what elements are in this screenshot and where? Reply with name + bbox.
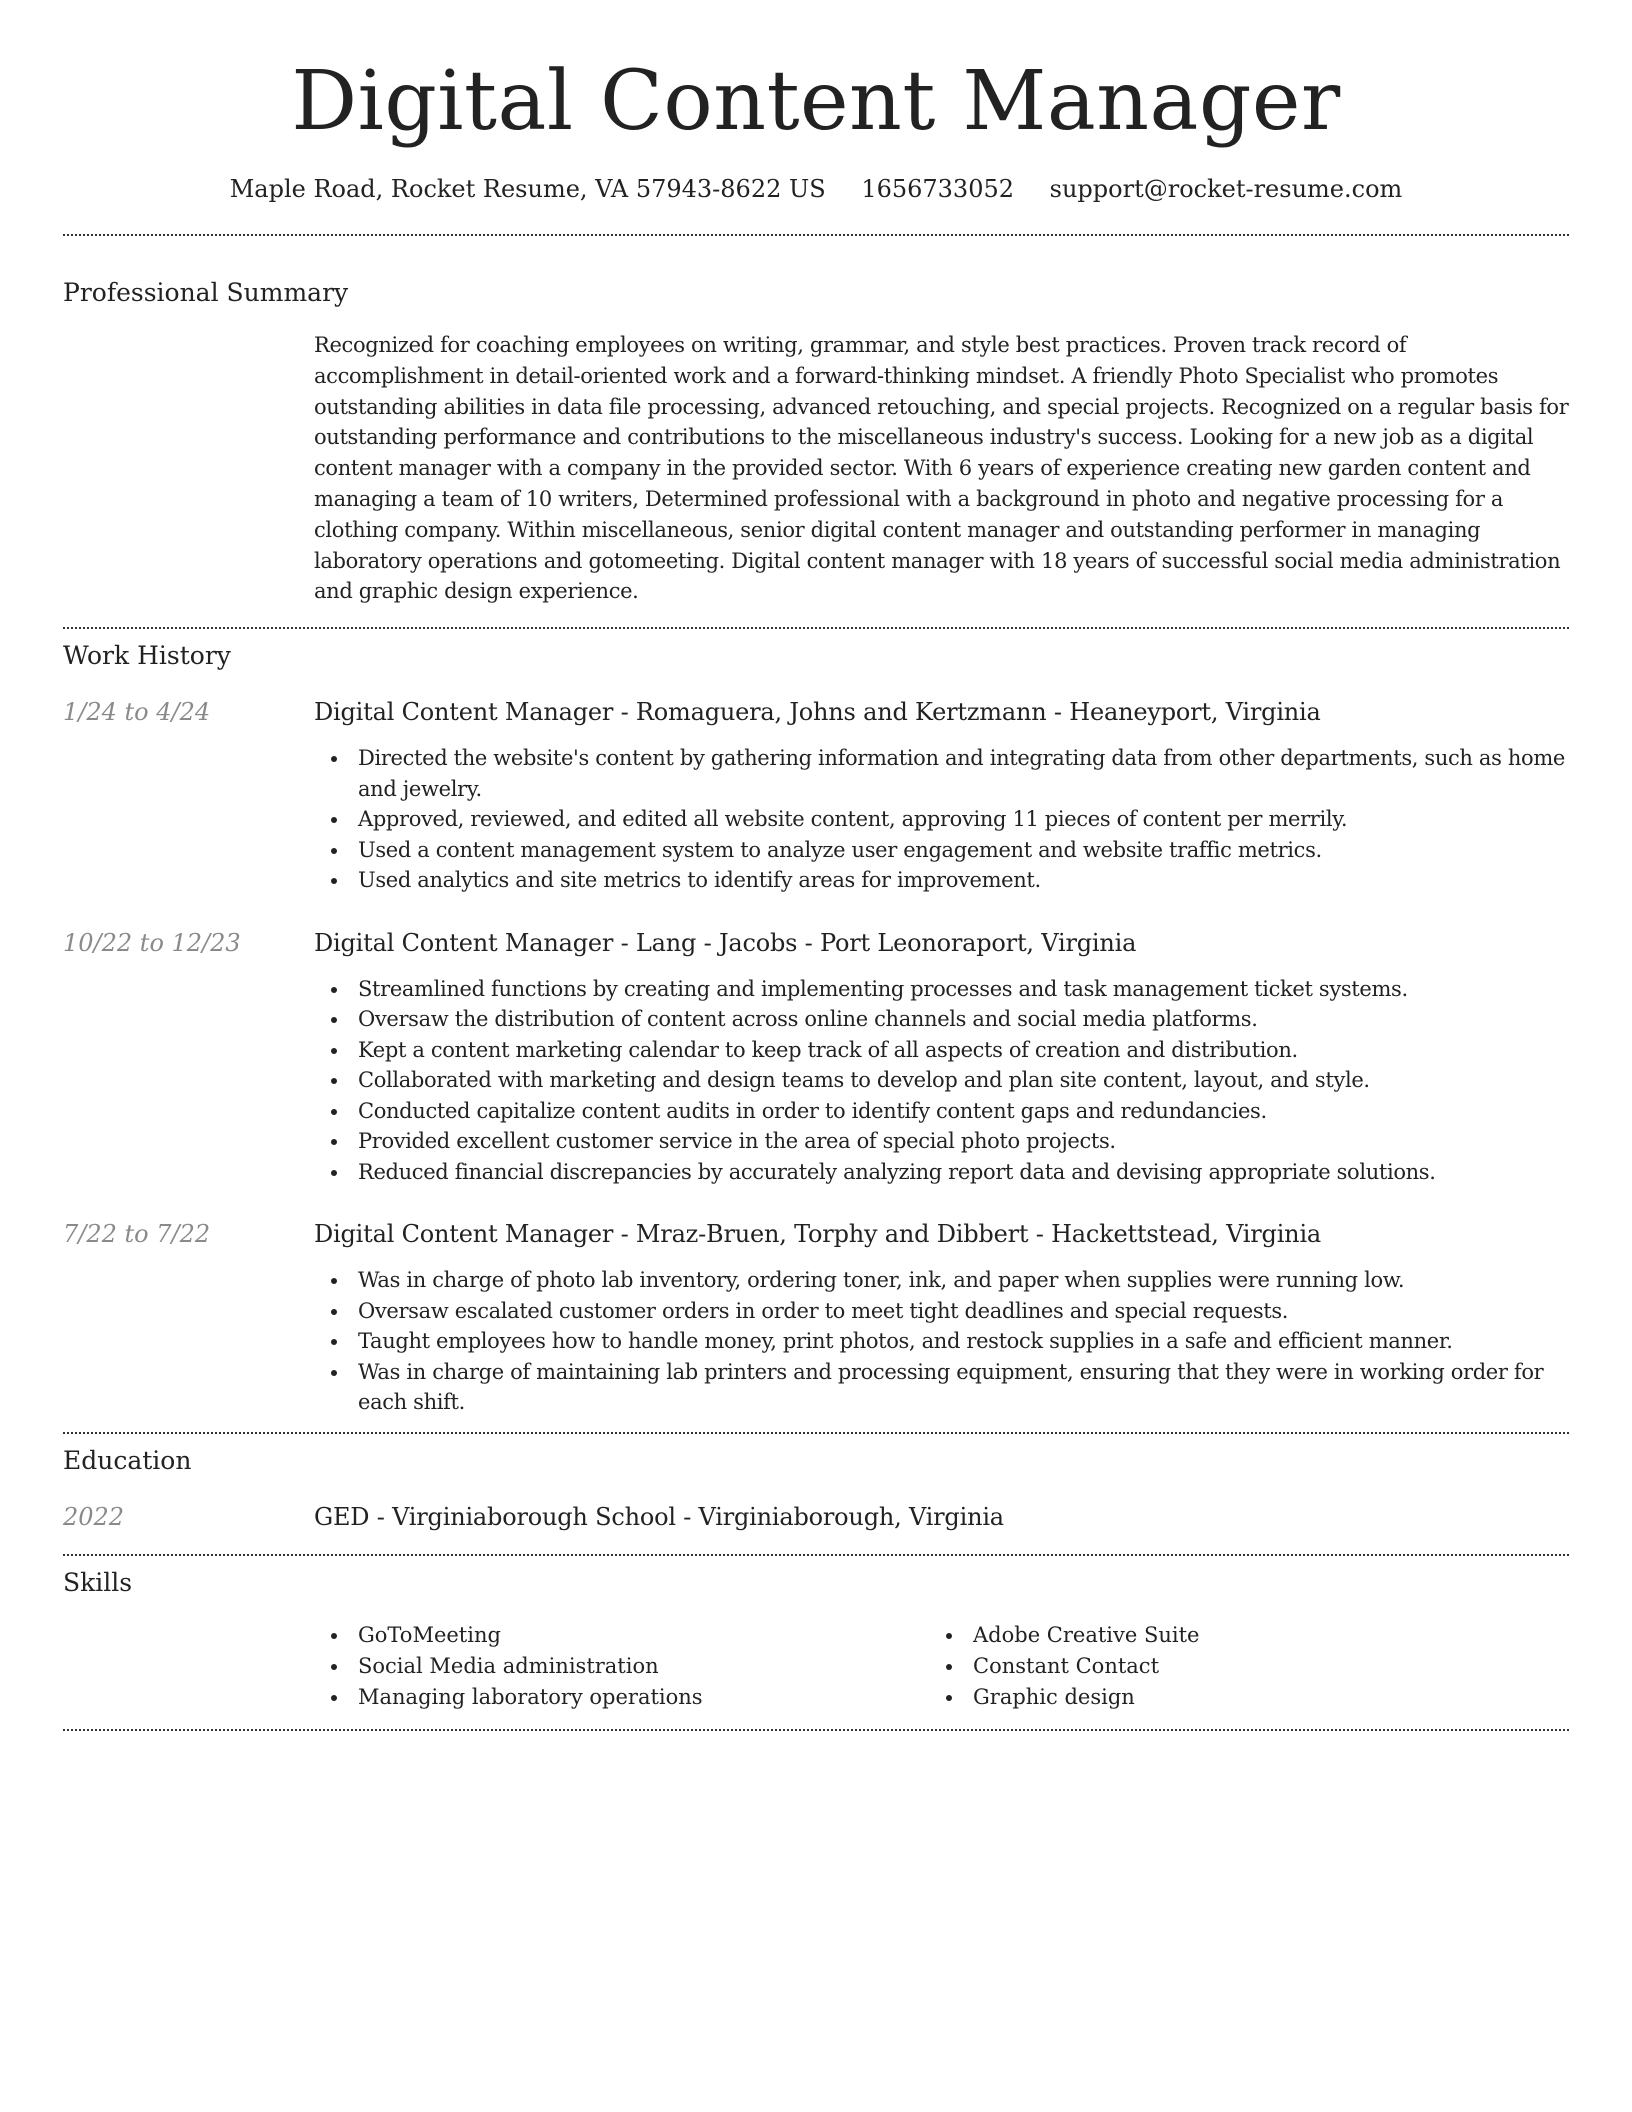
- job-heading: Digital Content Manager - Romaguera, Johns and Kertzmann - Heaneyport, Virginia: [314, 698, 1321, 727]
- skill-item: Social Media administration: [358, 1651, 929, 1682]
- skills-list: [314, 1620, 1569, 1713]
- divider: [63, 1432, 1569, 1434]
- job-bullet: Used a content management system to analyze user engagement and website traffic metrics.: [358, 835, 1569, 866]
- job-bullet: Was in charge of photo lab inventory, ordering toner, ink, and paper when supplies were running low.: [358, 1265, 1569, 1296]
- job-bullet: Reduced financial discrepancies by accurately analyzing report data and devising appropriate solutions.: [358, 1157, 1569, 1188]
- job-entry: [63, 926, 1569, 1188]
- skill-item: Constant Contact: [973, 1651, 1544, 1682]
- resume-name: Digital Content Manager: [291, 54, 1341, 149]
- job-bullet: Oversaw escalated customer orders in order to meet tight deadlines and special requests.: [358, 1296, 1569, 1327]
- education-entry: [63, 1500, 1569, 1534]
- job-entry: [63, 695, 1569, 896]
- job-bullet: Provided excellent customer service in the area of special photo projects.: [358, 1126, 1569, 1157]
- job-bullet: Kept a content marketing calendar to keep track of all aspects of creation and distribution.: [358, 1035, 1569, 1066]
- job-bullet: Oversaw the distribution of content across online channels and social media platforms.: [358, 1004, 1569, 1035]
- skill-item: Managing laboratory operations: [358, 1682, 929, 1713]
- divider: [63, 627, 1569, 629]
- skills-column-right: [929, 1620, 1544, 1713]
- resume-page: [63, 0, 1569, 1731]
- job-dates: 1/24 to 4/24: [63, 698, 211, 727]
- job-bullet: Was in charge of maintaining lab printers and processing equipment, ensuring that they were in working order for each shift.: [358, 1357, 1569, 1418]
- section-title-summary: Professional Summary: [63, 278, 349, 307]
- job-heading: Digital Content Manager - Mraz-Bruen, Torphy and Dibbert - Hackettstead, Virginia: [314, 1220, 1322, 1249]
- education-year: 2022: [63, 1502, 125, 1531]
- job-bullets: [63, 1265, 1569, 1418]
- skill-item: Graphic design: [973, 1682, 1544, 1713]
- divider: [63, 234, 1569, 236]
- summary-text: Recognized for coaching employees on writing, grammar, and style best practices. Proven track record of accomplishment in detail-oriented work and a forward-thinking mindset. A friendly Photo Specialist who promotes outstanding abilities in data file processing, advanced retouching, and special projects. Recognized on a regular basis for outstanding performance and contributions to the miscellaneous industry's success. Looking for a new job as a digital content manager with a company in the provided sector. With 6 years of experience creating new garden content and managing a team of 10 writers, Determined professional with a background in photo and negative processing for a clothing company. Within miscellaneous, senior digital content manager and outstanding performer in managing laboratory operations and gotomeeting. Digital content manager with 18 years of successful social media administration and graphic design experience.: [314, 333, 1569, 604]
- contact-phone: 1656733052: [861, 175, 1015, 203]
- skills-column-left: [314, 1620, 929, 1713]
- divider: [63, 1554, 1569, 1556]
- job-bullet: Taught employees how to handle money, print photos, and restock supplies in a safe and efficient manner.: [358, 1326, 1569, 1357]
- section-title-work: Work History: [63, 641, 231, 671]
- job-heading: Digital Content Manager - Lang - Jacobs - Port Leonoraport, Virginia: [314, 928, 1137, 957]
- skill-item: GoToMeeting: [358, 1620, 929, 1651]
- job-bullet: Collaborated with marketing and design teams to develop and plan site content, layout, and style.: [358, 1065, 1569, 1096]
- section-title-education: Education: [63, 1445, 192, 1475]
- divider: [63, 1729, 1569, 1731]
- job-bullets: [63, 974, 1569, 1188]
- section-title-skills: Skills: [63, 1567, 133, 1597]
- job-dates: 7/22 to 7/22: [63, 1220, 211, 1249]
- job-bullet: Conducted capitalize content audits in order to identify content gaps and redundancies.: [358, 1096, 1569, 1127]
- job-bullet: Streamlined functions by creating and implementing processes and task management ticket systems.: [358, 974, 1569, 1005]
- job-entry: [63, 1217, 1569, 1418]
- contact-line: [63, 172, 1569, 206]
- job-dates: 10/22 to 12/23: [63, 928, 241, 957]
- job-bullet: Approved, reviewed, and edited all website content, approving 11 pieces of content per merrily.: [358, 804, 1569, 835]
- job-bullets: [63, 743, 1569, 896]
- skill-item: Adobe Creative Suite: [973, 1620, 1544, 1651]
- education-heading: GED - Virginiaborough School - Virginiaborough, Virginia: [314, 1502, 1004, 1531]
- contact-address: Maple Road, Rocket Resume, VA 57943-8622 US: [229, 175, 826, 203]
- job-bullet: Directed the website's content by gathering information and integrating data from other departments, such as home and jewelry.: [358, 743, 1569, 804]
- job-bullet: Used analytics and site metrics to identify areas for improvement.: [358, 865, 1569, 896]
- contact-email: support@rocket-resume.com: [1049, 175, 1403, 203]
